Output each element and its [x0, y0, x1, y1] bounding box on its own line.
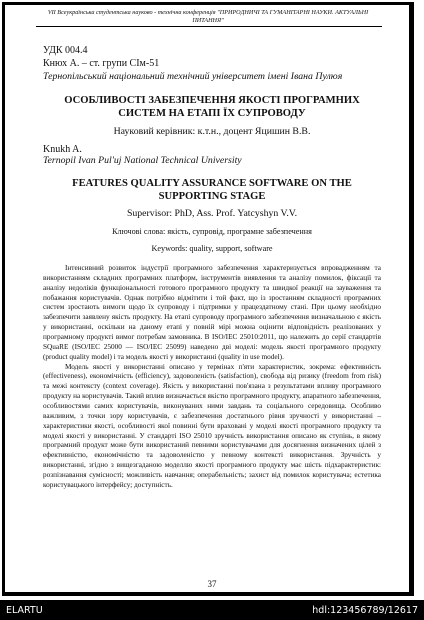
university-ua: Тернопільський національний технічний університет імені Івана Пулюя — [43, 71, 343, 82]
paper-title-ua: ОСОБЛИВОСТІ ЗАБЕЗПЕЧЕННЯ ЯКОСТІ ПРОГРАМНИХ СИСТЕМ НА ЕТАПІ ЇХ СУПРОВОДУ — [64, 95, 360, 119]
university-en: Ternopil Ivan Pul'uj National Technical University — [43, 155, 242, 166]
keywords-ua: Ключові слова: якість, супровід, програмне забезпечення — [112, 227, 312, 236]
page-number: 37 — [207, 579, 217, 589]
handle-identifier: hdl:123456789/12617 — [312, 605, 418, 616]
udk-code: УДК 004.4 — [43, 45, 88, 56]
supervisor-ua: Науковий керівник: к.т.н., доцент Яцишин В.В. — [113, 126, 311, 137]
supervisor-en: Supervisor: PhD, Ass. Prof. Yatcyshyn V.V. — [126, 208, 298, 219]
header-divider — [36, 26, 382, 27]
body-paragraph: Інтенсивний розвиток індустрії програмного забезпечення характеризується впровадженням та використанням складних програмних платформ, інструментів виявлення та аналізу помилок, фіксації та аналізу недоліків функціональності готового програмного продукту та швидкої реакції на зауваження та побажання користувачів. Однак потрібно відмітити і той факт, що із зростанням складності програмних систем зростають вимоги щодо їх супроводу і підтримки у працездатному стані. При цьому необхідно забезпечити заявлену якість продукту. На етапі супроводу програмного забезпечення визначальною є якість у використанні, оскільки на даному етапі у повній мірі можна оцінити відповідність реалізованих у програмному продукті вимог потребам замовника. В ISO/IEC 25010:2011, що належить до серії стандартів SQuaRE (ISO/IEC 25000 — ISO/IEC 25099) наведено дві моделі: модель якості програмного продукту (product quality model) і та модель якості у використанні (quality in use model). — [43, 264, 381, 361]
conference-header: VII Всеукраїнська студентська науково - технічна конференція "ПРИРОДНИЧІ ТА ГУМАНІТАРНІ НАУКИ. АКТУАЛЬНІ ПИТАННЯ" — [47, 9, 369, 24]
footer-bar — [0, 600, 424, 620]
abstract-body — [43, 264, 381, 491]
author-ua: Кнюх А. – ст. групи СІм-51 — [43, 58, 160, 69]
repository-label: ELARTU — [6, 605, 43, 616]
paper-title-en: FEATURES QUALITY ASSURANCE SOFTWARE ON THE SUPPORTING STAGE — [72, 178, 352, 202]
keywords-en: Keywords: quality, support, software — [151, 244, 273, 253]
body-paragraph: Модель якості у використанні описано у термінах п'яти характеристик, зокрема: ефективність (effectiveness), економічність (efficiency), задоволеність (satisfaction), свобода від ризику (freedom from risk) та межі контексту (context coverage). Якість у використанні пов'язана з результатами впливу програмного продукту на користувачів. Такий вплив визначається якістю програмного продукту, апаратного забезпечення, особливостями самих користувачів, виконуваних ними завдань та соціального середовища. Особливо важливим, з точки зору користувачів, є забезпечення достатнього рівня зручності у використанні – характеристики якості, особливості якої повинні бути враховані у моделі якості програмного продукту та моделі якості у використанні. У стандарті ISO 25010 зручність використання описано як ступінь, в якому програмний продукт може бути використаний певними користувачами для досягнення визначених цілей з ефективністю, економічністю та задоволеністю у певному контексті використання. Зручність у використанні, згідно з вищезгаданою моделлю якості програмного продукту має шість підхарактеристик: розпізнавання сумісності; можливість навчання; операбельність; захист від помилок користувача; естетика користувацького інтерфейсу; доступність. — [43, 362, 381, 489]
author-en: Knukh A. — [43, 144, 82, 155]
